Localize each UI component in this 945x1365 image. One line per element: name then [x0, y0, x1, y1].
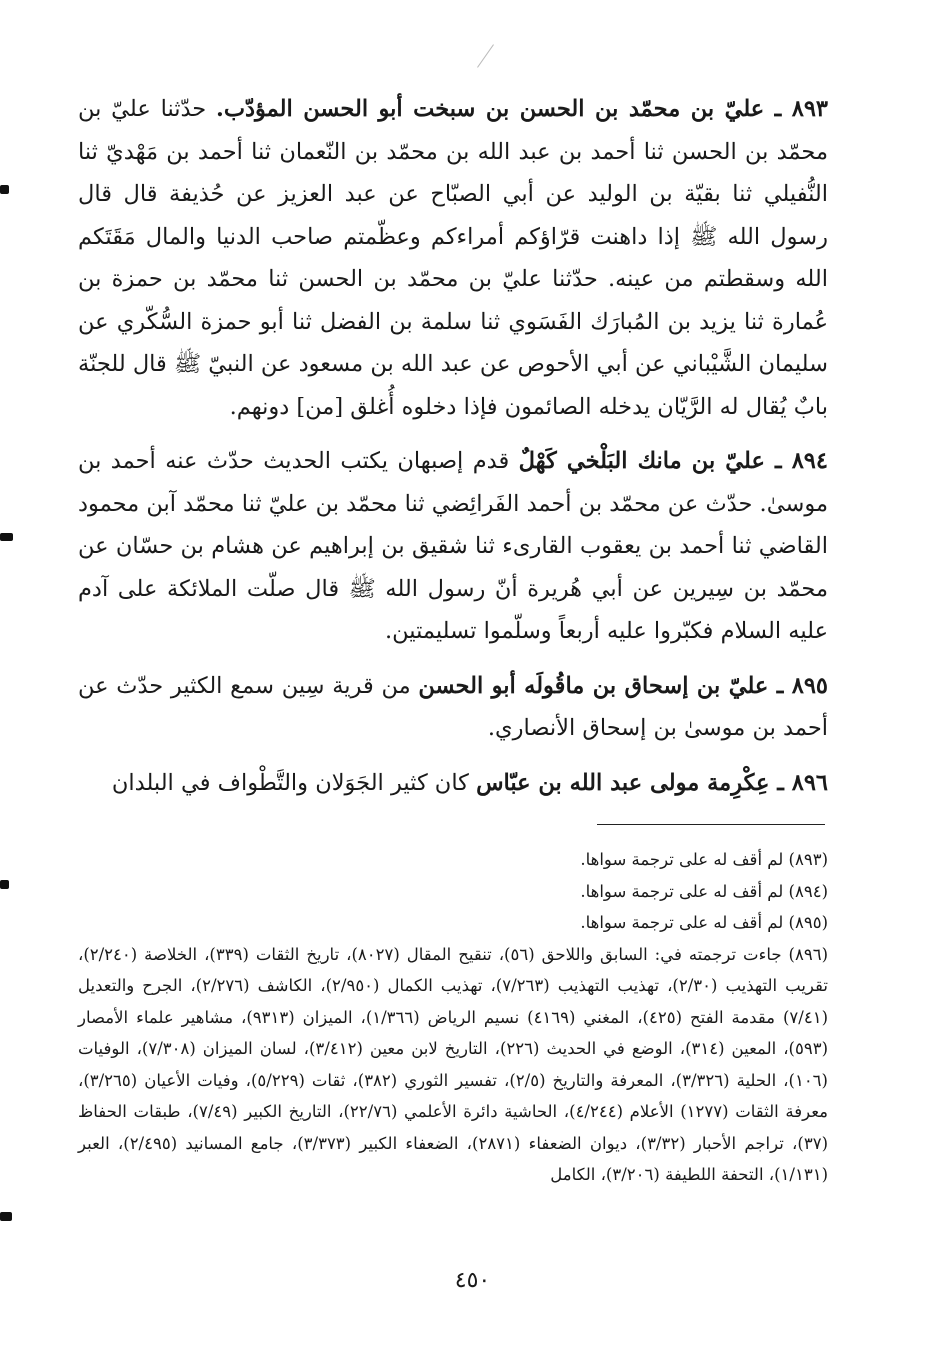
entry-heading: ٨٩٤ ـ عليّ بن مانك البَلْخي كَهْلٌ	[518, 448, 828, 474]
footnote-893: (٨٩٣) لم أقف له على ترجمة سواها.	[580, 850, 828, 869]
footnote-separator	[597, 824, 825, 825]
entry-body: كان كثير الجَوَلان والتَّطْواف في البلدان	[111, 769, 477, 796]
entry-893	[78, 88, 828, 428]
scan-artifact-line	[477, 44, 494, 68]
scan-artifact-mark	[0, 185, 9, 194]
entry-894	[78, 440, 828, 653]
entry-body: من قرية سِين سمع الكثير حدّث عن أحمد بن موسىٰ بن إسحاق الأنصاري.	[78, 672, 828, 741]
entry-heading: ٨٩٥ ـ عليّ بن إسحاق بن ماقُولَه أبو الحسن	[418, 672, 829, 699]
entry-895	[78, 665, 828, 750]
footnote-896: (٨٩٦) جاءت ترجمته في: السابق واللاحق (٥٦)، تنقيح المقال (٨٠٢٧)، تاريخ الثقات (٣٣٩)، الخلاصة (٢/٢٤٠)، تقريب التهذيب (٢/٣٠)، تهذيب التهذيب (٧/٢٦٣)، تهذيب الكمال (٢/٩٥٠)، الكاشف (٢/٢٧٦)، الجرح والتعديل (٧/٤١) مقدمة الفتح (٤٢٥)، المغني (٤١٦٩) نسيم الرياض (١/٣٦٦)، الميزان (٩٣١٣)، مشاهير علماء الأمصار (٥٩٣)، المعين (٣١٤)، الوضع في الحديث (٢٢٦)، التاريخ لابن معين (٣/٤١٢)، لسان الميزان (٧/٣٠٨)، الوفيات (١٠٦)، الحلية (٣/٣٢٦)، المعرفة والتاريخ (٢/٥)، تفسير الثوري (٣٨٢)، ثقات (٥/٢٢٩)، وفيات الأعيان (٣/٢٦٥)، معرفة الثقات (١٢٧٧) الأعلام (٤/٢٤٤)، الحاشية دائرة الأعلمي (٢٢/٧٦)، التاريخ الكبير (٧/٤٩)، طبقات الحفاظ (٣٧)، تراجم الأحبار (٣/٣٢)، ديوان الضعفاء (٢٨٧١)، الضعفاء الكبير (٣/٣٧٣)، جامع المسانيد (٢/٤٩٥)، العبر (١/١٣١)، التحفة اللطيفة (٣/٢٠٦)، الكامل	[78, 944, 829, 1184]
entry-896	[78, 762, 828, 805]
scan-artifact-mark	[0, 533, 13, 541]
footnote-895: (٨٩٥) لم أقف له على ترجمة سواها.	[580, 913, 828, 932]
entry-body: قدم إصبهان يكتب الحديث حدّث عنه أحمد بن موسىٰ. حدّث عن محمّد بن أحمد الفَرائِضي ثنا محمّد بن عليّ ثنا محمّد آبن محمود القاضي ثنا أحمد بن يعقوب القارىء ثنا شقيق بن إبراهيم عن هشام بن حسّان عن محمّد بن سِيرين عن أبي هُريرة أنّ رسول الله ﷺ قال صلّت الملائكة على آدم عليه السلام فكبّروا عليه أربعاً وسلّموا تسليمتين.	[78, 448, 828, 644]
entry-heading: ٨٩٦ ـ عِكْرِمة مولى عبد الله بن عبّاس	[476, 769, 828, 796]
entry-heading: ٨٩٣ ـ عليّ بن محمّد بن الحسن بن سبخت أبو الحسن المؤدّب.	[216, 96, 828, 122]
footnote-894: (٨٩٤) لم أقف له على ترجمة سواها.	[580, 881, 828, 901]
page-number: ٤٥٠	[454, 1268, 491, 1293]
footnotes	[78, 844, 828, 1191]
main-text	[78, 88, 828, 816]
entry-body: حدّثنا عليّ بن محمّد بن الحسن ثنا أحمد بن عبد الله بن محمّد بن النّعمان ثنا أحمد بن مَهْديّ ثنا النُّفيلي ثنا بقيّة بن الوليد عن أبي الصبّاح عن عبد العزيز عن حُذيفة قال قال رسول الله ﷺ إذا داهنت قرّاؤكم أمراءكم وعظّمتم صاحب الدنيا والمال مَقَتَكم الله وسقطتم من عينه. حدّثنا عليّ بن محمّد بن الحسن ثنا محمّد بن حمزة بن عُمارة ثنا يزيد بن المُبارَك الفَسَوي ثنا سلمة بن الفضل ثنا أبو حمزة السُّكّري عن سليمان الشَّيْباني عن أبي الأحوص عن عبد الله بن مسعود عن النبيّ ﷺ قال للجنّة بابٌ يُقال له الرَّيّان يدخله الصائمون فإذا دخلوه أُغلق [من] دونهم.	[78, 96, 828, 420]
scan-artifact-mark	[0, 880, 9, 889]
scan-artifact-mark	[0, 1212, 12, 1221]
